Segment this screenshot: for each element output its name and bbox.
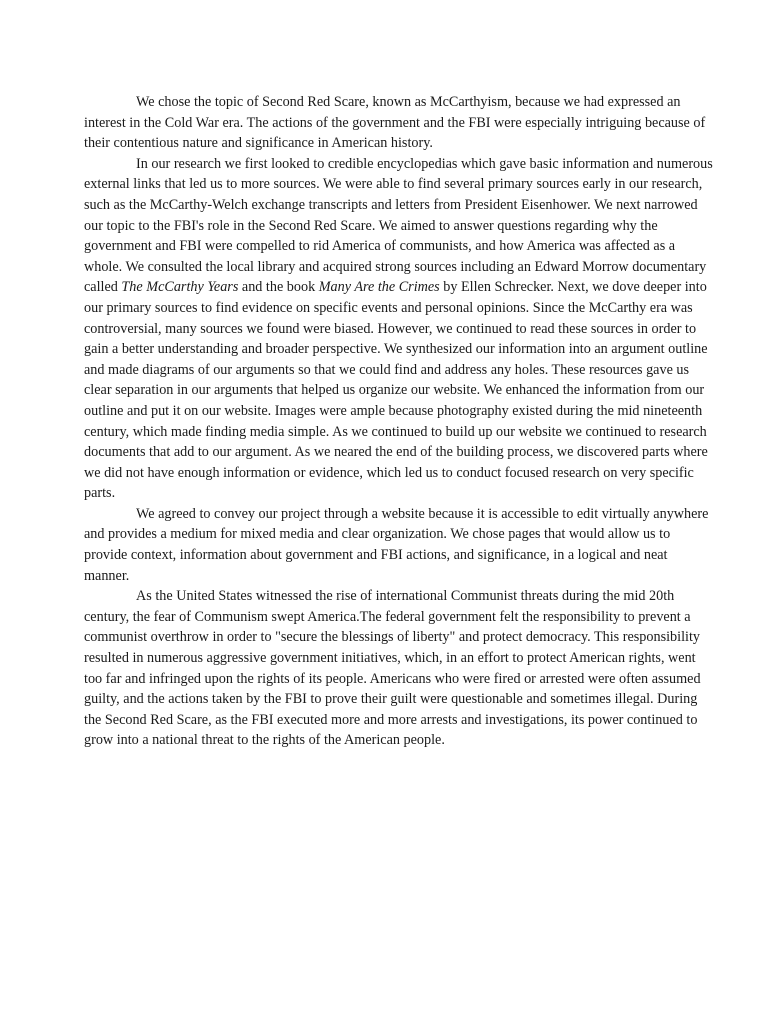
paragraph-research-process xyxy=(84,154,714,504)
paragraph-website-choice: We agreed to convey our project through a website because it is accessible to edit virtually anywhere and provides a medium for mixed media and clear organization. We chose pages that would allow us to provide context, information about government and FBI actions, and significance, in a logical and neat manner. xyxy=(84,505,709,584)
paragraph-thesis: As the United States witnessed the rise of international Communist threats during the mid 20th century, the fear of Communism swept America.The federal government felt the responsibility to prevent a communist overthrow in order to "secure the blessings of liberty" and protect democracy. This responsibility resulted in numerous aggressive government initiatives, which, in an effort to protect American rights, went too far and infringed upon the rights of its people. Americans who were fired or arrested were often assumed guilty, and the actions taken by the FBI to prove their guilt were questionable and sometimes illegal. During the Second Red Scare, as the FBI executed more and more arrests and investigations, its power continued to grow into a national threat to the rights of the American people. xyxy=(84,588,701,749)
documentary-title: The McCarthy Years xyxy=(121,279,239,296)
research-text-part-3: by Ellen Schrecker. Next, we dove deeper into our primary sources to find evidence on specific events and personal opinions. Since the McCarthy era was controversial, many sources we found were biased. However, we continued to read these sources in order to gain a better understanding and broader perspective. We synthesized our information into an argument outline and made diagrams of our arguments so that we could find and address any holes. These resources gave us clear separation in our arguments that helped us organize our website. We enhanced the information from our outline and put it on our website. Images were ample because photography existed during the mid nineteenth century, which made finding media simple. As we continued to build up our website we continued to research documents that add to our argument. As we neared the end of the building process, we discovered parts where we did not have enough information or evidence, which led us to conduct focused research on very specific parts. xyxy=(84,279,708,502)
book-title: Many Are the Crimes xyxy=(318,279,440,296)
research-text-part-1: In our research we first looked to credible encyclopedias which gave basic information and numerous external links that led us to more sources. We were able to find several primary sources early in our research, such as the McCarthy-Welch exchange transcripts and letters from President Eisenhower. We next narrowed our topic to the FBI's role in the Second Red Scare. We aimed to answer questions regarding why the government and FBI were compelled to rid America of communists, and how America was affected as a whole. We consulted the local library and acquired strong sources including an Edward Morrow documentary called xyxy=(84,155,713,296)
paragraph-topic-choice: We chose the topic of Second Red Scare, known as McCarthyism, because we had expressed an interest in the Cold War era. The actions of the government and the FBI were especially intriguing because of their contentious nature and significance in American history. xyxy=(84,94,706,152)
research-text-part-2: and the book xyxy=(238,279,319,296)
